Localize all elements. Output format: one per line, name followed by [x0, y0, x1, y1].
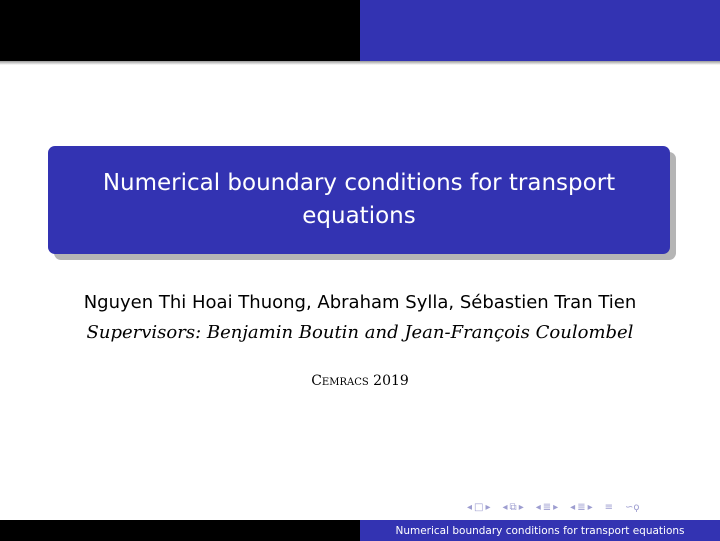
frame-icon[interactable]: □ — [474, 501, 484, 513]
footer-bar-right — [360, 520, 720, 541]
header-bar-left — [0, 0, 360, 61]
search-icon[interactable]: ∽ϙ — [625, 501, 640, 513]
toc-icon[interactable]: ≡ — [604, 501, 614, 513]
subsection-icon[interactable]: ⧉ — [509, 501, 517, 513]
prev-section-icon[interactable]: ◂ — [535, 501, 541, 513]
header-shadow — [0, 61, 720, 65]
supervisors: Supervisors: Benjamin Boutin and Jean-François Coulombel — [86, 322, 634, 343]
slide-title: Numerical boundary conditions for transport equations — [102, 170, 616, 229]
footer-short-title: Numerical boundary conditions for transport equations — [395, 524, 685, 537]
next-section-icon[interactable]: ▸ — [553, 501, 559, 513]
authors: Nguyen Thi Hoai Thuong, Abraham Sylla, Sébastien Tran Tien — [83, 292, 637, 313]
section-icon[interactable]: ≣ — [542, 501, 552, 513]
next-section-alt-icon[interactable]: ▸ — [587, 501, 593, 513]
next-frame-icon[interactable]: ▸ — [485, 501, 491, 513]
section-alt-icon[interactable]: ≣ — [577, 501, 586, 513]
header-bar-right — [360, 0, 720, 61]
prev-section-alt-icon[interactable]: ◂ — [570, 501, 576, 513]
prev-frame-icon[interactable]: ◂ — [467, 501, 473, 513]
title-box — [48, 146, 670, 254]
footer-bar-left — [0, 520, 360, 541]
next-subsection-icon[interactable]: ▸ — [518, 501, 524, 513]
institute: Cemracs 2019 — [311, 373, 409, 389]
prev-subsection-icon[interactable]: ◂ — [502, 501, 508, 513]
beamer-nav-controls — [467, 500, 640, 514]
